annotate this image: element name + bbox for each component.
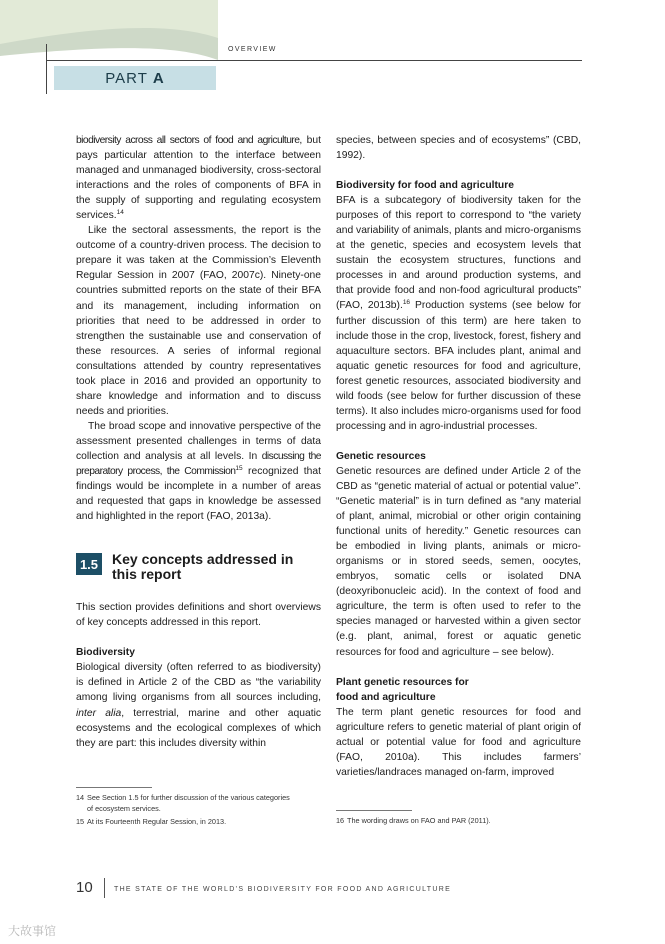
footnote-rule — [76, 787, 152, 788]
footnote-text: At its Fourteenth Regular Session, in 2013. — [87, 817, 227, 826]
footnote — [76, 793, 326, 828]
footnote-number: 15 — [76, 817, 85, 826]
footnote-line — [76, 793, 326, 804]
text-run: BFA is a subcategory of biodiversity taken for the purposes of this report to correspond to “the variety and variability of animals, plants and micro-organisms at the genetic, species and ecosystem levels that sustain the ecosystem structures, functions and processes in and around production systems, and that provide food and non-food agricultural products” (FAO, 2013b). — [336, 195, 581, 312]
subheading-genetic-resources: Genetic resources — [336, 450, 426, 462]
text-run: recognized that findings would be incomplete in a number of areas and requested that gaps in knowledge be assessed and highlighted in the report (FAO, 2013a). — [76, 466, 321, 523]
subheading-line: food and agriculture — [336, 691, 436, 703]
section-label: OVERVIEW — [228, 46, 277, 53]
paragraph: Genetic resources are defined under Article 2 of the CBD as “genetic material of actual or potential value”. “Genetic material” is in turn defined as “any material of plant, animal, microbial or other origin containing functional units of heredity.” Genetic resources can be embodied in living plants, animals or micro-organisms or in stored seeds, semen, oocytes, embryos, somatic cells or isolated DNA (deoxyribonucleic acid). In the context of food and agriculture, the term is often used to refer to the species managed or harvested within a given sector (e.g. plant, animal, forest or aquatic genetic resources for food and agriculture – see below). — [336, 465, 581, 658]
text-run: Production systems (see below for further discussion of this term) are here taken to include those in the crop, livestock, forest, fishery and aquaculture sectors. BFA includes plant, animal and aquatic genetic resources for food and agriculture, forest genetic resources, associated biodiversity and wild foods (see below for further discussion of these terms). It also includes micro-organisms used for food processing and in agro-industrial processes. — [336, 300, 581, 432]
text-run: , terrestrial, marine and other aquatic ecosystems and the ecological complexes of which they are part: this includes diversity within — [76, 707, 322, 749]
footnote-ref: 15 — [235, 465, 243, 473]
paragraph: This section provides definitions and short overviews of key concepts addressed in this report. — [76, 602, 321, 629]
footer-divider — [104, 878, 105, 898]
subheading-bfa: Biodiversity for food and agriculture — [336, 180, 514, 192]
footer-title: THE STATE OF THE WORLD’S BIODIVERSITY FOR FOOD AND AGRICULTURE — [114, 886, 452, 893]
footnote-rule — [336, 810, 412, 811]
subheading-pgr — [336, 675, 581, 705]
header-horizontal-rule — [46, 60, 582, 61]
right-column — [336, 133, 581, 780]
subheading-line: Plant genetic resources for — [336, 676, 469, 688]
section-title: Key concepts addressed in this report — [112, 551, 294, 583]
paragraph — [76, 660, 321, 750]
text-run: biodiversity across all sectors of food and agriculture, — [76, 135, 302, 146]
text-run: The broad scope and innovative perspective of the assessment presented challenges in terms of data collection and analysis at all levels. In — [76, 420, 321, 462]
text-run: but pays particular attention to the interface between managed and unmanaged biodiversity, cross-sectoral interactions and the roles of components of BFA in the supply of supporting and regulating ecosystem services. — [76, 135, 321, 222]
page-number: 10 — [76, 879, 93, 896]
left-column — [76, 133, 321, 751]
paragraph — [76, 419, 321, 524]
footnote-ref: 16 — [402, 299, 411, 307]
paragraph: Like the sectoral assessments, the report is the outcome of a country-driven process. The decision to prepare it was taken at the Commission’s Eleventh Regular Session in 2007 (FAO, 2007c). Ninety-one countries submitted reports on the state of their BFA and its management, including information on priorities that need to be addressed in order to strengthen the sustainable use and conservation of these resources. A series of informal regional consultations attended by country representatives took place in 2016 and provided an opportunity to share knowledge and information and to discuss needs and priorities. — [76, 225, 321, 417]
watermark: 大故事馆 — [8, 924, 57, 938]
paragraph: The term plant genetic resources for food and agriculture refers to genetic material of plant origin of actual or potential value for food and agriculture (FAO, 2010a). This includes farmers’ varieties/landraces managed on-farm, improved — [336, 706, 581, 778]
subheading-biodiversity: Biodiversity — [76, 647, 135, 659]
part-label — [54, 66, 216, 90]
text-run: Biological diversity (often referred to as biodiversity) is defined in Article 2 of the CBD as “the variability among living organisms from all sources including, — [76, 662, 321, 704]
italic-term: inter alia — [76, 707, 122, 719]
footnote-text: See Section 1.5 for further discussion of the various categories — [87, 793, 290, 802]
section-heading — [76, 552, 321, 582]
footnote — [336, 816, 581, 827]
paragraph — [76, 133, 321, 223]
footnote-number: 16 — [336, 816, 345, 825]
footnote-text: The wording draws on FAO and PAR (2011). — [347, 816, 491, 825]
paragraph: species, between species and of ecosystems” (CBD, 1992). — [336, 135, 581, 162]
corner-decoration — [0, 0, 230, 66]
footnote-continuation: of ecosystem services. — [87, 803, 161, 813]
part-word: PART — [105, 69, 148, 87]
text-run: discussing the preparatory process, the Commission — [76, 450, 321, 478]
paragraph — [336, 193, 581, 434]
footnote-number: 14 — [76, 793, 85, 802]
footnote-line — [76, 817, 326, 828]
footnote-ref: 14 — [116, 209, 124, 217]
section-number-badge: 1.5 — [76, 553, 102, 575]
header-vertical-rule — [46, 44, 47, 94]
part-letter: A — [152, 69, 165, 87]
